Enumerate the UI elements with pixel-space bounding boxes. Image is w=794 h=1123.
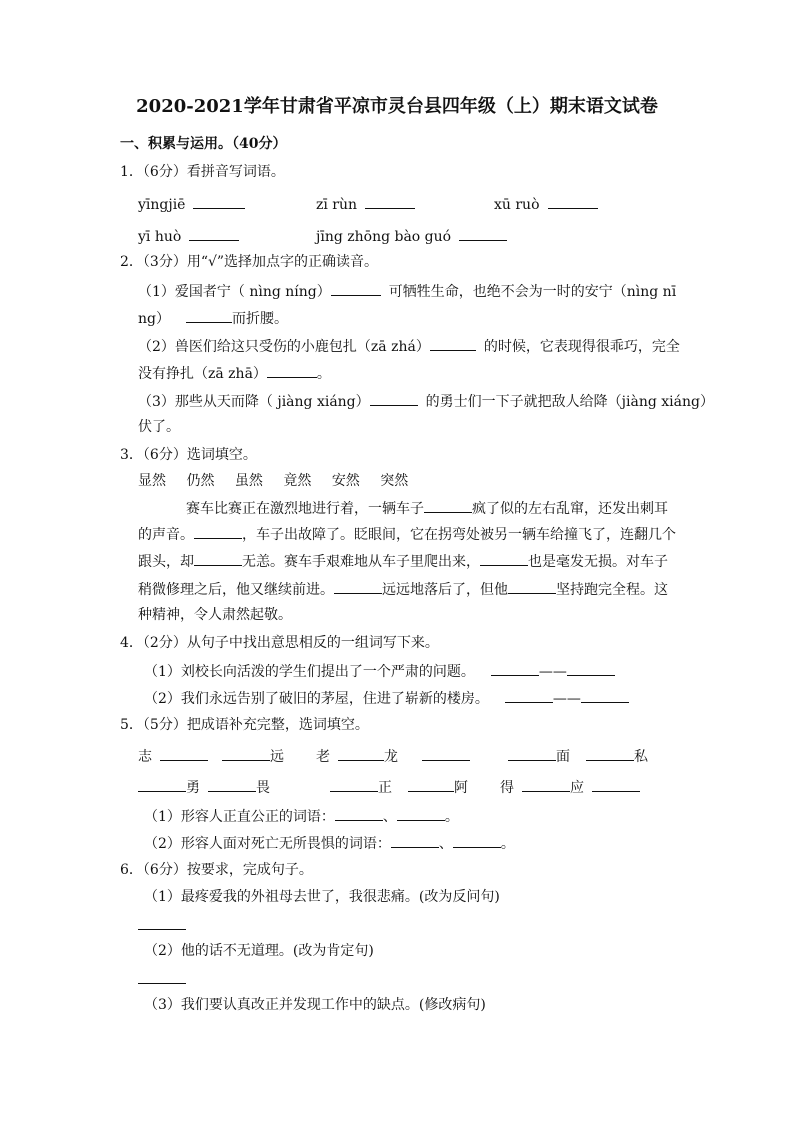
question-line: （1）最疼爱我的外祖母去世了，我很悲痛。(改为反问句) — [144, 889, 500, 905]
pinyin-text: xū ruò — [494, 197, 540, 213]
answer-blank[interactable] — [193, 194, 245, 209]
answer-blank[interactable] — [370, 391, 418, 406]
answer-blank[interactable] — [522, 777, 570, 792]
question-line — [144, 661, 615, 681]
idiom-item — [330, 777, 392, 797]
idiom-char: 面 — [556, 749, 570, 765]
answer-blank[interactable] — [391, 833, 439, 848]
answer-blank[interactable] — [365, 194, 415, 209]
word-option: 竟然 — [283, 473, 312, 489]
idiom-item — [586, 746, 648, 766]
passage-text: 稍微修理之后，他又继续前进。 — [138, 582, 334, 598]
idiom-char: 畏 — [256, 780, 270, 796]
word-option: 突然 — [380, 473, 409, 489]
answer-blank[interactable] — [160, 746, 208, 761]
answer-blank[interactable] — [138, 915, 186, 930]
question-line — [138, 281, 676, 301]
answer-blank[interactable] — [508, 579, 556, 594]
sentence-text: （2）我们永远告别了破旧的茅屋，住进了崭新的楼房。 — [144, 691, 489, 707]
sentence-text: 没有挣扎（zā zhā） — [138, 366, 267, 382]
separator: 、 — [438, 836, 453, 852]
sentence-text: 可牺牲生命，也绝不会为一时的安宁（nìng nī — [388, 284, 677, 300]
question-1-stem: 1．（6分）看拼音写词语。 — [120, 164, 285, 180]
pinyin-text: yī huò — [138, 229, 182, 245]
sentence-text: 。 — [316, 366, 331, 382]
answer-line — [138, 915, 186, 935]
answer-blank[interactable] — [397, 806, 445, 821]
idiom-item — [500, 777, 640, 797]
idiom-char: 得 — [500, 780, 514, 796]
sentence-text: 而折腰。 — [231, 311, 288, 327]
answer-blank[interactable] — [194, 551, 242, 566]
answer-blank[interactable] — [459, 226, 507, 241]
idiom-char: 勇 — [186, 780, 200, 796]
sentence-text: ng） — [138, 311, 170, 327]
page-title: 2020-2021学年甘肃省平凉市灵台县四年级（上）期末语文试卷 — [136, 96, 658, 117]
sentence-text: （1）爱国者宁（ nìng níng） — [138, 284, 331, 300]
pinyin-item — [138, 226, 239, 246]
pinyin-item — [138, 194, 245, 214]
answer-blank[interactable] — [338, 746, 384, 761]
question-2-stem: 2．（3分）用“√”选择加点字的正确读音。 — [120, 254, 379, 270]
passage-text: 赛车比赛正在激烈地进行着，一辆车子 — [186, 501, 424, 517]
question-6-stem: 6．（6分）按要求，完成句子。 — [120, 862, 313, 878]
pinyin-item — [316, 194, 415, 214]
sentence-text: （2）兽医们给这只受伤的小鹿包扎（zā zhá） — [138, 339, 430, 355]
idiom-char: 阿 — [454, 780, 468, 796]
word-bank — [138, 472, 408, 490]
pinyin-text: yīngjiē — [138, 197, 186, 213]
answer-blank[interactable] — [581, 688, 629, 703]
answer-blank[interactable] — [222, 746, 270, 761]
passage-text: 的声音。 — [138, 527, 194, 543]
idiom-char: 远 — [270, 749, 284, 765]
sentence-text: （2）形容人面对死亡无所畏惧的词语： — [144, 836, 391, 852]
idiom-char: 正 — [378, 780, 392, 796]
question-line: （2）他的话不无道理。(改为肯定句) — [144, 943, 374, 959]
passage-text: 远远地落后了，但他 — [382, 582, 508, 598]
passage-line: 种精神，令人肃然起敬。 — [138, 607, 292, 623]
answer-blank[interactable] — [138, 777, 186, 792]
question-3-stem: 3．（6分）选词填空。 — [120, 447, 257, 463]
word-option: 虽然 — [234, 473, 263, 489]
pinyin-item — [316, 226, 507, 246]
idiom-item — [208, 777, 270, 797]
separator: 。 — [444, 809, 459, 825]
question-line — [138, 336, 680, 356]
answer-blank[interactable] — [138, 969, 186, 984]
passage-text: 疯了似的左右乱窜，还发出刺耳 — [472, 501, 668, 517]
idiom-char: 龙 — [384, 749, 398, 765]
question-line — [138, 391, 714, 411]
answer-blank[interactable] — [424, 498, 472, 513]
idiom-item — [222, 746, 284, 766]
answer-blank[interactable] — [335, 806, 383, 821]
answer-blank[interactable] — [194, 524, 242, 539]
sentence-text: 的勇士们一下子就把敌人给降（jiàng xiáng） — [425, 394, 714, 410]
idiom-item — [508, 746, 570, 766]
answer-blank[interactable] — [208, 777, 256, 792]
answer-blank[interactable] — [334, 579, 382, 594]
answer-blank[interactable] — [508, 746, 556, 761]
dash: —— — [552, 691, 581, 707]
passage-line — [138, 551, 668, 571]
passage-line — [186, 498, 668, 518]
question-line: 伏了。 — [138, 419, 180, 435]
passage-text: 无恙。赛车手艰难地从车子里爬出来， — [242, 554, 480, 570]
question-4-stem: 4．（2分）从句子中找出意思相反的一组词写下来。 — [120, 635, 439, 651]
idiom-item — [316, 746, 398, 766]
pinyin-text: jīng zhōng bào guó — [316, 229, 452, 245]
idiom-char: 私 — [634, 749, 648, 765]
word-option: 显然 — [138, 473, 166, 489]
answer-blank[interactable] — [505, 688, 553, 703]
word-option: 安然 — [331, 473, 360, 489]
answer-blank[interactable] — [548, 194, 598, 209]
answer-blank[interactable] — [491, 661, 539, 676]
idiom-char: 老 — [316, 749, 330, 765]
idiom-item — [138, 746, 208, 766]
passage-line — [138, 579, 668, 599]
idiom-item — [422, 746, 470, 766]
passage-text: 也是毫发无损。对车子 — [528, 554, 668, 570]
answer-blank[interactable] — [408, 777, 454, 792]
answer-blank[interactable] — [331, 281, 381, 296]
passage-line — [138, 524, 676, 544]
passage-text: ，车子出故障了。眨眼间，它在拐弯处被另一辆车给撞飞了，连翻几个 — [242, 527, 676, 543]
answer-blank[interactable] — [453, 833, 501, 848]
answer-blank[interactable] — [422, 746, 470, 761]
sentence-text: （1）刘校长向活泼的学生们提出了一个严肃的问题。 — [144, 664, 475, 680]
question-line — [144, 688, 629, 708]
pinyin-item — [494, 194, 598, 214]
answer-blank[interactable] — [586, 746, 634, 761]
question-line — [144, 833, 515, 853]
question-line: （3）我们要认真改正并发现工作中的缺点。(修改病句) — [144, 997, 486, 1013]
answer-blank[interactable] — [567, 661, 615, 676]
answer-line — [138, 969, 186, 989]
idiom-char: 应 — [570, 780, 584, 796]
idiom-item — [408, 777, 468, 797]
sentence-text: （1）形容人正直公正的词语： — [144, 809, 335, 825]
answer-blank[interactable] — [267, 363, 317, 378]
sentence-text: 的时候，它表现得很乖巧，完全 — [483, 339, 680, 355]
answer-blank[interactable] — [592, 777, 640, 792]
question-5-stem: 5．（5分）把成语补充完整，选词填空。 — [120, 717, 369, 733]
separator: 、 — [382, 809, 397, 825]
word-option: 仍然 — [186, 473, 215, 489]
answer-blank[interactable] — [330, 777, 378, 792]
question-line — [144, 806, 459, 826]
dash: —— — [538, 664, 567, 680]
answer-blank[interactable] — [186, 308, 232, 323]
idiom-char: 志 — [138, 749, 152, 765]
section-heading: 一、积累与运用。（40分） — [120, 136, 287, 152]
question-line — [138, 308, 288, 328]
sentence-text: （3）那些从天而降（ jiàng xiáng） — [138, 394, 370, 410]
passage-text: 坚持跑完全程。这 — [556, 582, 668, 598]
separator: 。 — [500, 836, 515, 852]
pinyin-text: zī rùn — [316, 197, 358, 213]
answer-blank[interactable] — [430, 336, 476, 351]
passage-text: 跟头，却 — [138, 554, 194, 570]
idiom-item — [138, 777, 200, 797]
answer-blank[interactable] — [189, 226, 239, 241]
question-line — [138, 363, 331, 383]
answer-blank[interactable] — [480, 551, 528, 566]
